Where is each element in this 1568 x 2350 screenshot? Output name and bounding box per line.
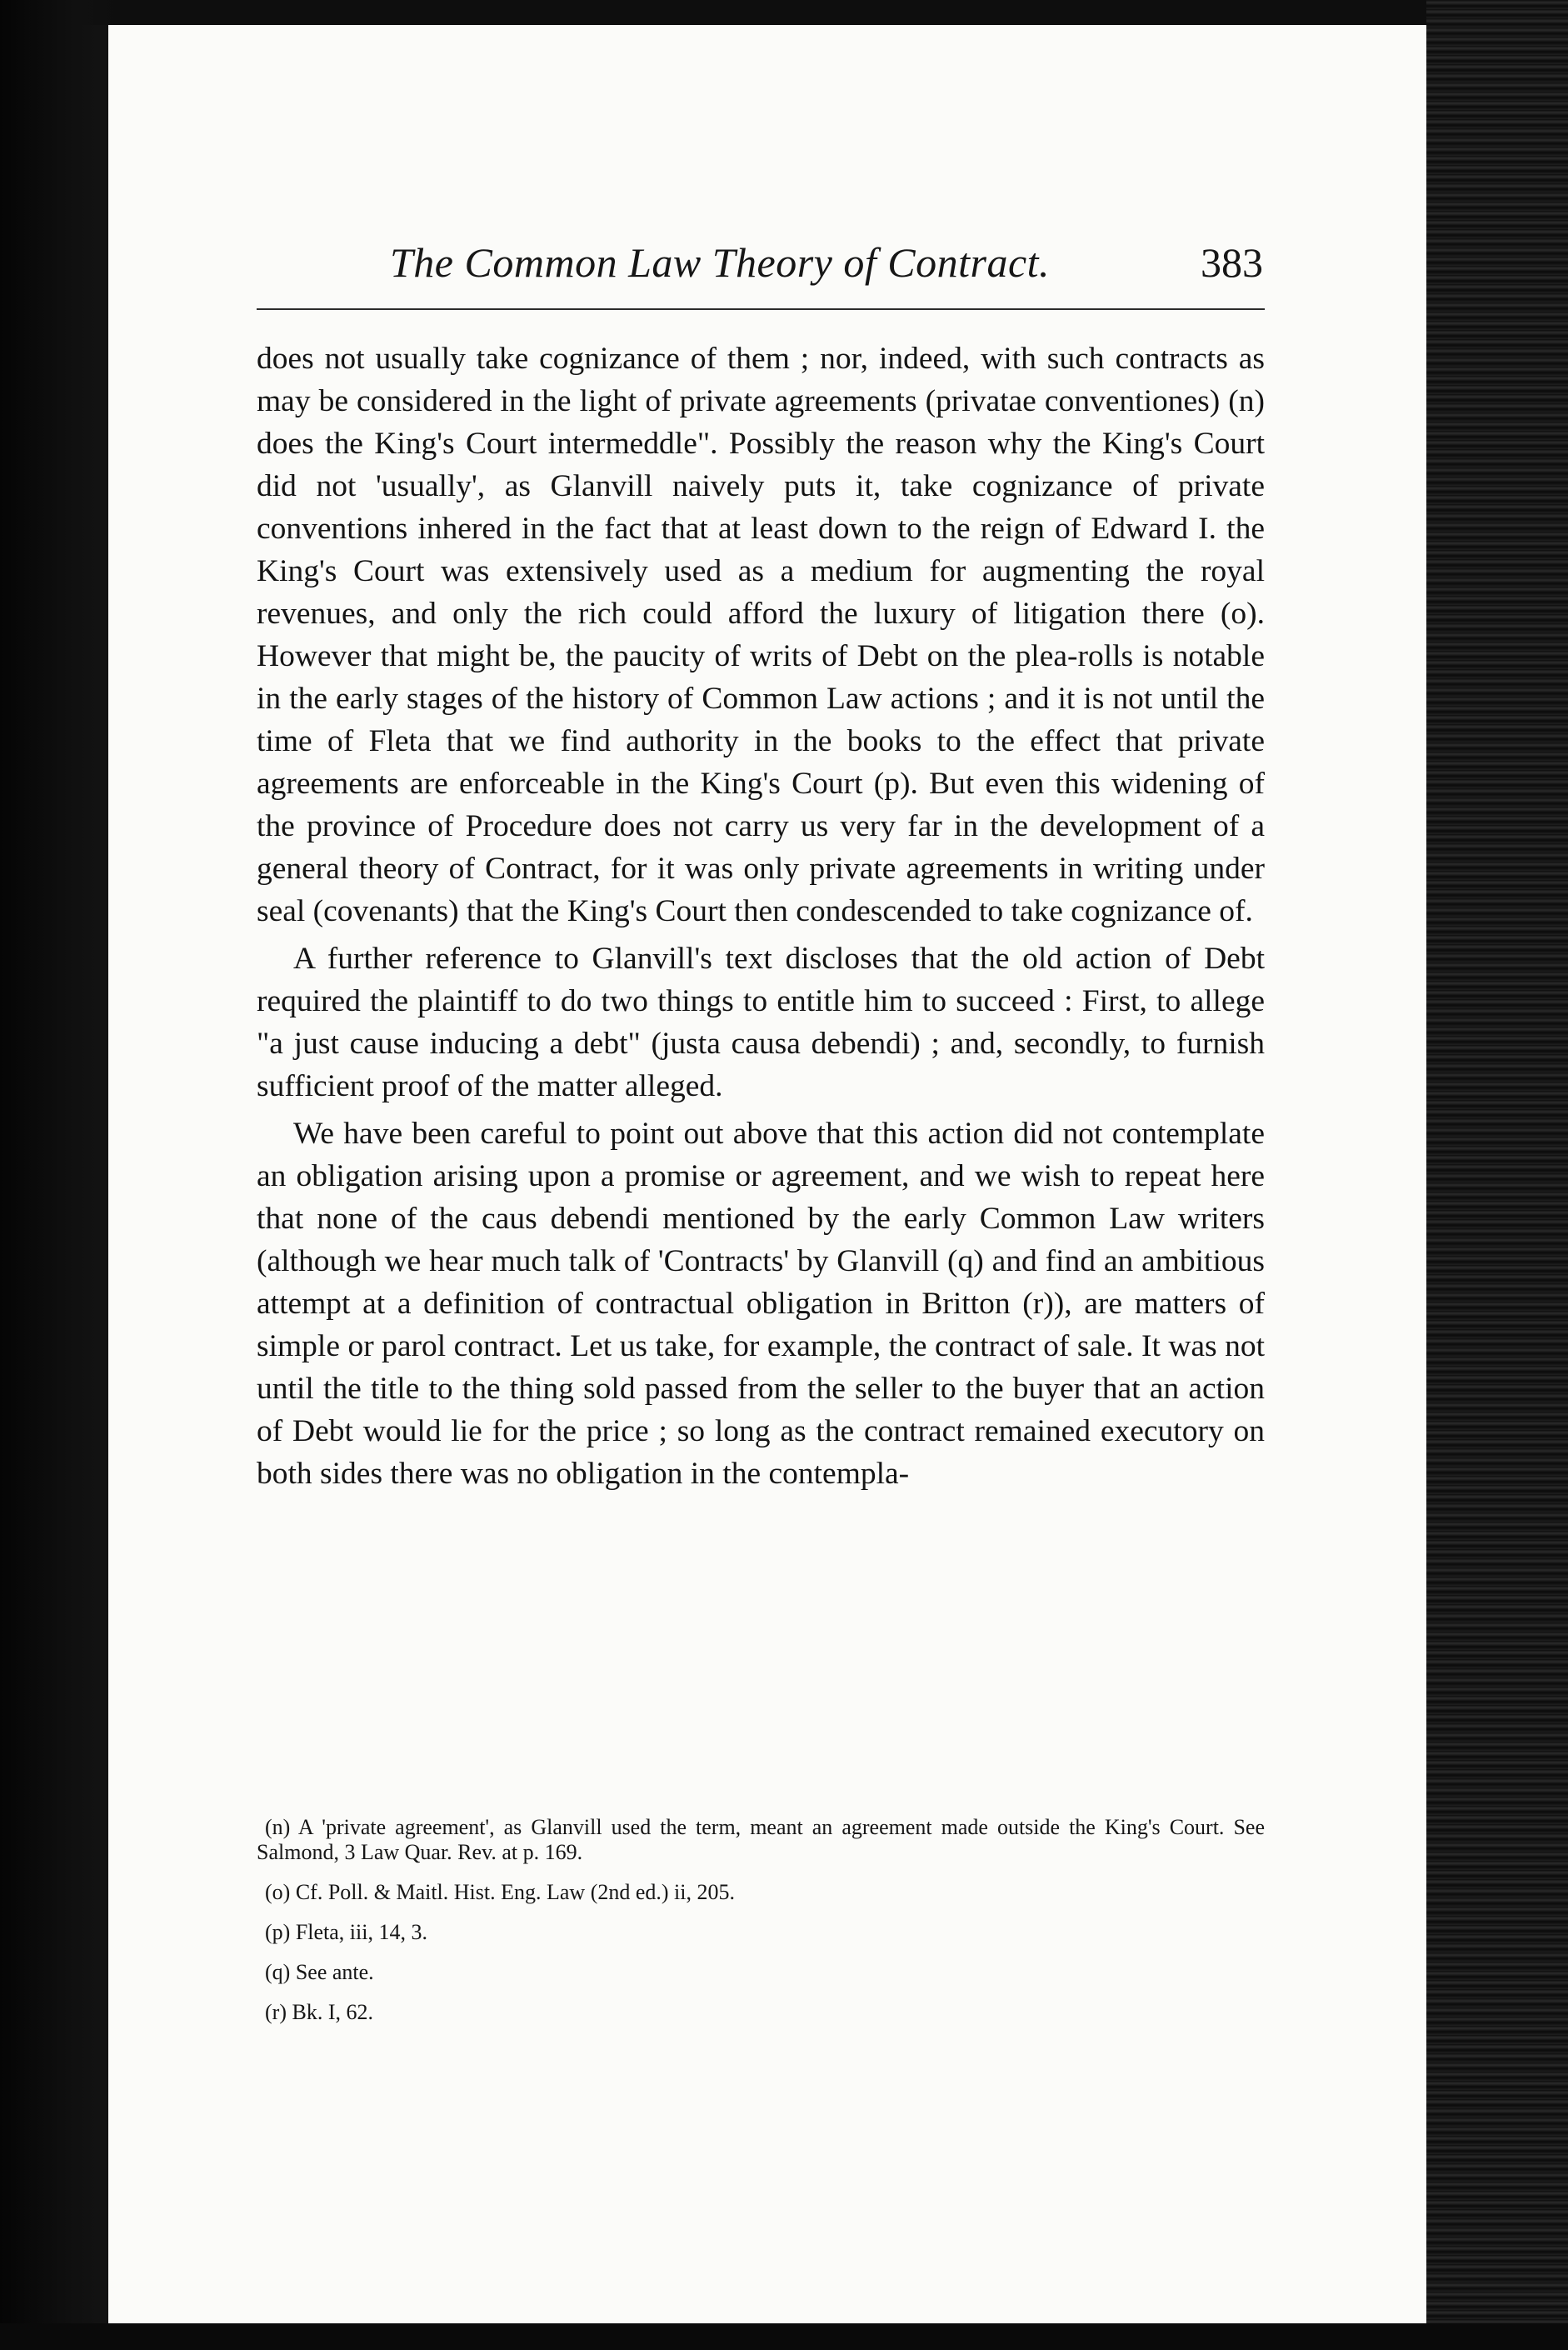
running-title: The Common Law Theory of Contract. bbox=[390, 239, 1051, 286]
body-text bbox=[257, 338, 1265, 1500]
paragraph-3: We have been careful to point out above that this action did not contemplate an obligation arising upon a promise or agreement, and we wish to repeat here that none of the caus debendi mentioned by the early Common Law writers (although we hear much talk of 'Contracts' by Glanvill (q) and find an ambitious attempt at a definition of contractual obligation in Britton (r)), are matters of simple or parol contract. Let us take, for example, the contract of sale. It was not until the title to the thing sold passed from the seller to the buyer that an action of Debt would lie for the price ; so long as the contract remained executory on both sides there was no obligation in the contempla- bbox=[257, 1117, 1265, 1491]
header-rule bbox=[257, 308, 1265, 310]
scan-left-edge bbox=[0, 0, 125, 2350]
footnote-q: (q) See ante. bbox=[265, 1960, 374, 1984]
paragraph-2: A further reference to Glanvill's text discloses that the old action of Debt required the plaintiff to do two things to entitle him to succeed : First, to allege "a just cause inducing a debt" (justa causa debendi) ; and, secondly, to furnish sufficient proof of the matter alleged. bbox=[257, 942, 1265, 1103]
scan-top-edge bbox=[0, 0, 1568, 25]
paragraph-1: does not usually take cognizance of them ; nor, indeed, with such contracts as may be considered in the light of private agreements (privatae conventiones) (n) does the King's Court intermeddle". Possibly the reason why the King's Court did not 'usually', as Glanvill naively puts it, take cognizance of private conventions inhered in the fact that at least down to the reign of Edward I. the King's Court was extensively used as a medium for augmenting the royal revenues, and only the rich could afford the luxury of litigation there (o). However that might be, the paucity of writs of Debt on the plea-rolls is notable in the early stages of the history of Common Law actions ; and it is not until the time of Fleta that we find authority in the books to the effect that private agreements are enforceable in the King's Court (p). But even this widening of the province of Procedure does not carry us very far in the development of a general theory of Contract, for it was only private agreements in writing under seal (covenants) that the King's Court then condescended to take cognizance of. bbox=[257, 342, 1265, 928]
page-number: 383 bbox=[1201, 239, 1263, 286]
footnote-o: (o) Cf. Poll. & Maitl. Hist. Eng. Law (2nd ed.) ii, 205. bbox=[265, 1880, 736, 1904]
footnote-p: (p) Fleta, iii, 14, 3. bbox=[265, 1920, 427, 1944]
running-head bbox=[257, 235, 1263, 293]
scan-bottom-edge bbox=[0, 2323, 1568, 2350]
footnotes bbox=[257, 1815, 1265, 2040]
scan-right-edge bbox=[1426, 0, 1568, 2350]
footnote-r: (r) Bk. I, 62. bbox=[265, 2000, 373, 2024]
footnote-n: (n) A 'private agreement', as Glanvill used the term, meant an agreement made outside the King's Court. See Salmond, 3 Law Quar. Rev. at p. 169. bbox=[257, 1815, 1265, 1864]
